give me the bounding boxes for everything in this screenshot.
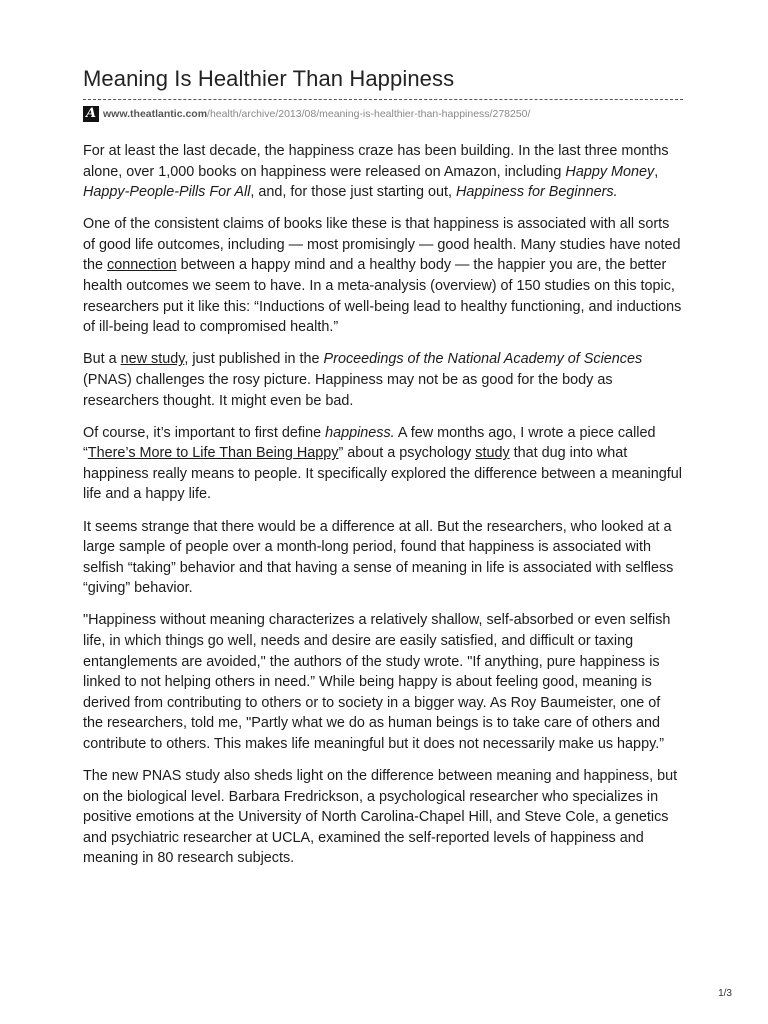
article-page (83, 62, 683, 881)
new-study-link[interactable]: new study (120, 351, 185, 368)
source-url-link[interactable] (103, 108, 530, 120)
connection-link[interactable]: connection (107, 257, 177, 274)
paragraph-text: For at least the last decade, the happiness craze has been building. In the last three months alone, over 1,000 books on happiness were released on Amazon, including (83, 143, 669, 180)
emphasis-text: happiness. (325, 424, 395, 441)
paragraph-6: "Happiness without meaning characterizes a relatively shallow, self-absorbed or even selfish life, in which things go well, needs and desire are easily satisfied, and difficult or taxing entanglements are avoided," the authors of the study wrote. "If anything, pure happiness is linked to not helping others in need.” While being happy is about feeling good, meaning is derived from contributing to others or to society in a bigger way. As Roy Baumeister, one of the researchers, told me, "Partly what we do as human beings is to take care of others and contribute to others. This makes life meaningful but it does not necessarily make us happy.” (83, 612, 671, 752)
paragraph-5: It seems strange that there would be a difference at all. But the researchers, who looked at a large sample of people over a month-long period, found that happiness is associated with selfish “taking” behavior and that having a sense of meaning in life is associated with selfless “giving” behavior. (83, 518, 674, 597)
paragraph-text: between a happy mind and a healthy body — the happier you are, the better health outcomes we seem to have. In a meta-analysis (overview) of 150 studies on this topic, researchers put it like this: “Inductions of well-being lead to healthy functioning, and inductions of ill-being lead to compromised health.” (83, 257, 682, 336)
paragraph-3 (83, 349, 683, 411)
paragraph-text: , and, for those just starting out, (250, 184, 457, 201)
paragraph-text: But a (83, 351, 121, 368)
article-body (83, 141, 683, 869)
paragraph-text: A few months ago, I wrote a piece called “ (83, 424, 656, 462)
previous-article-link[interactable]: There’s More to Life Than Being Happy (87, 445, 339, 462)
journal-title: Proceedings of the National Academy of Sciences (323, 351, 643, 368)
paragraph-7: The new PNAS study also sheds light on the difference between meaning and happiness, but on the biological level. Barbara Fredrickson, a psychological researcher who specializes in positive emotions at the University of North Carolina-Chapel Hill, and Steve Cole, a genetics and psychiatric researcher at UCLA, examined the self-reported levels of happiness and meaning in 80 research subjects. (83, 768, 678, 867)
source-line (83, 107, 683, 121)
book-title: Happy Money (565, 163, 655, 180)
page-number: 1/3 (718, 988, 732, 999)
paragraph-text: that dug into what happiness really means to people. It specifically explored the difference between a meaningful life and a happy life. (83, 445, 682, 503)
paragraph-text: (PNAS) challenges the rosy picture. Happiness may not be as good for the body as researchers thought. It might even be bad. (83, 371, 613, 409)
paragraph-text: , just published in the (184, 351, 324, 368)
title-divider (83, 99, 683, 100)
book-title: Happy-People-Pills For All (83, 184, 251, 201)
paragraph-text: ” about a psychology (338, 445, 476, 462)
paragraph-4 (83, 423, 683, 505)
source-domain: www.theatlantic.com (103, 108, 208, 120)
book-title: Happiness for Beginners. (456, 184, 618, 201)
paragraph-1 (83, 141, 683, 203)
atlantic-logo-icon: A (83, 106, 99, 122)
paragraph-text: , (654, 163, 659, 180)
source-path: /health/archive/2013/08/meaning-is-healthier-than-happiness/278250/ (207, 108, 531, 120)
paragraph-2 (83, 214, 683, 338)
study-link[interactable]: study (475, 445, 510, 462)
paragraph-text: Of course, it’s important to first define (83, 424, 326, 441)
article-title: Meaning Is Healthier Than Happiness (83, 66, 455, 91)
paragraph-text: One of the consistent claims of books like these is that happiness is associated with all sorts of good life outcomes, including — most promisingly — good health. Many studies have noted the (83, 216, 681, 274)
